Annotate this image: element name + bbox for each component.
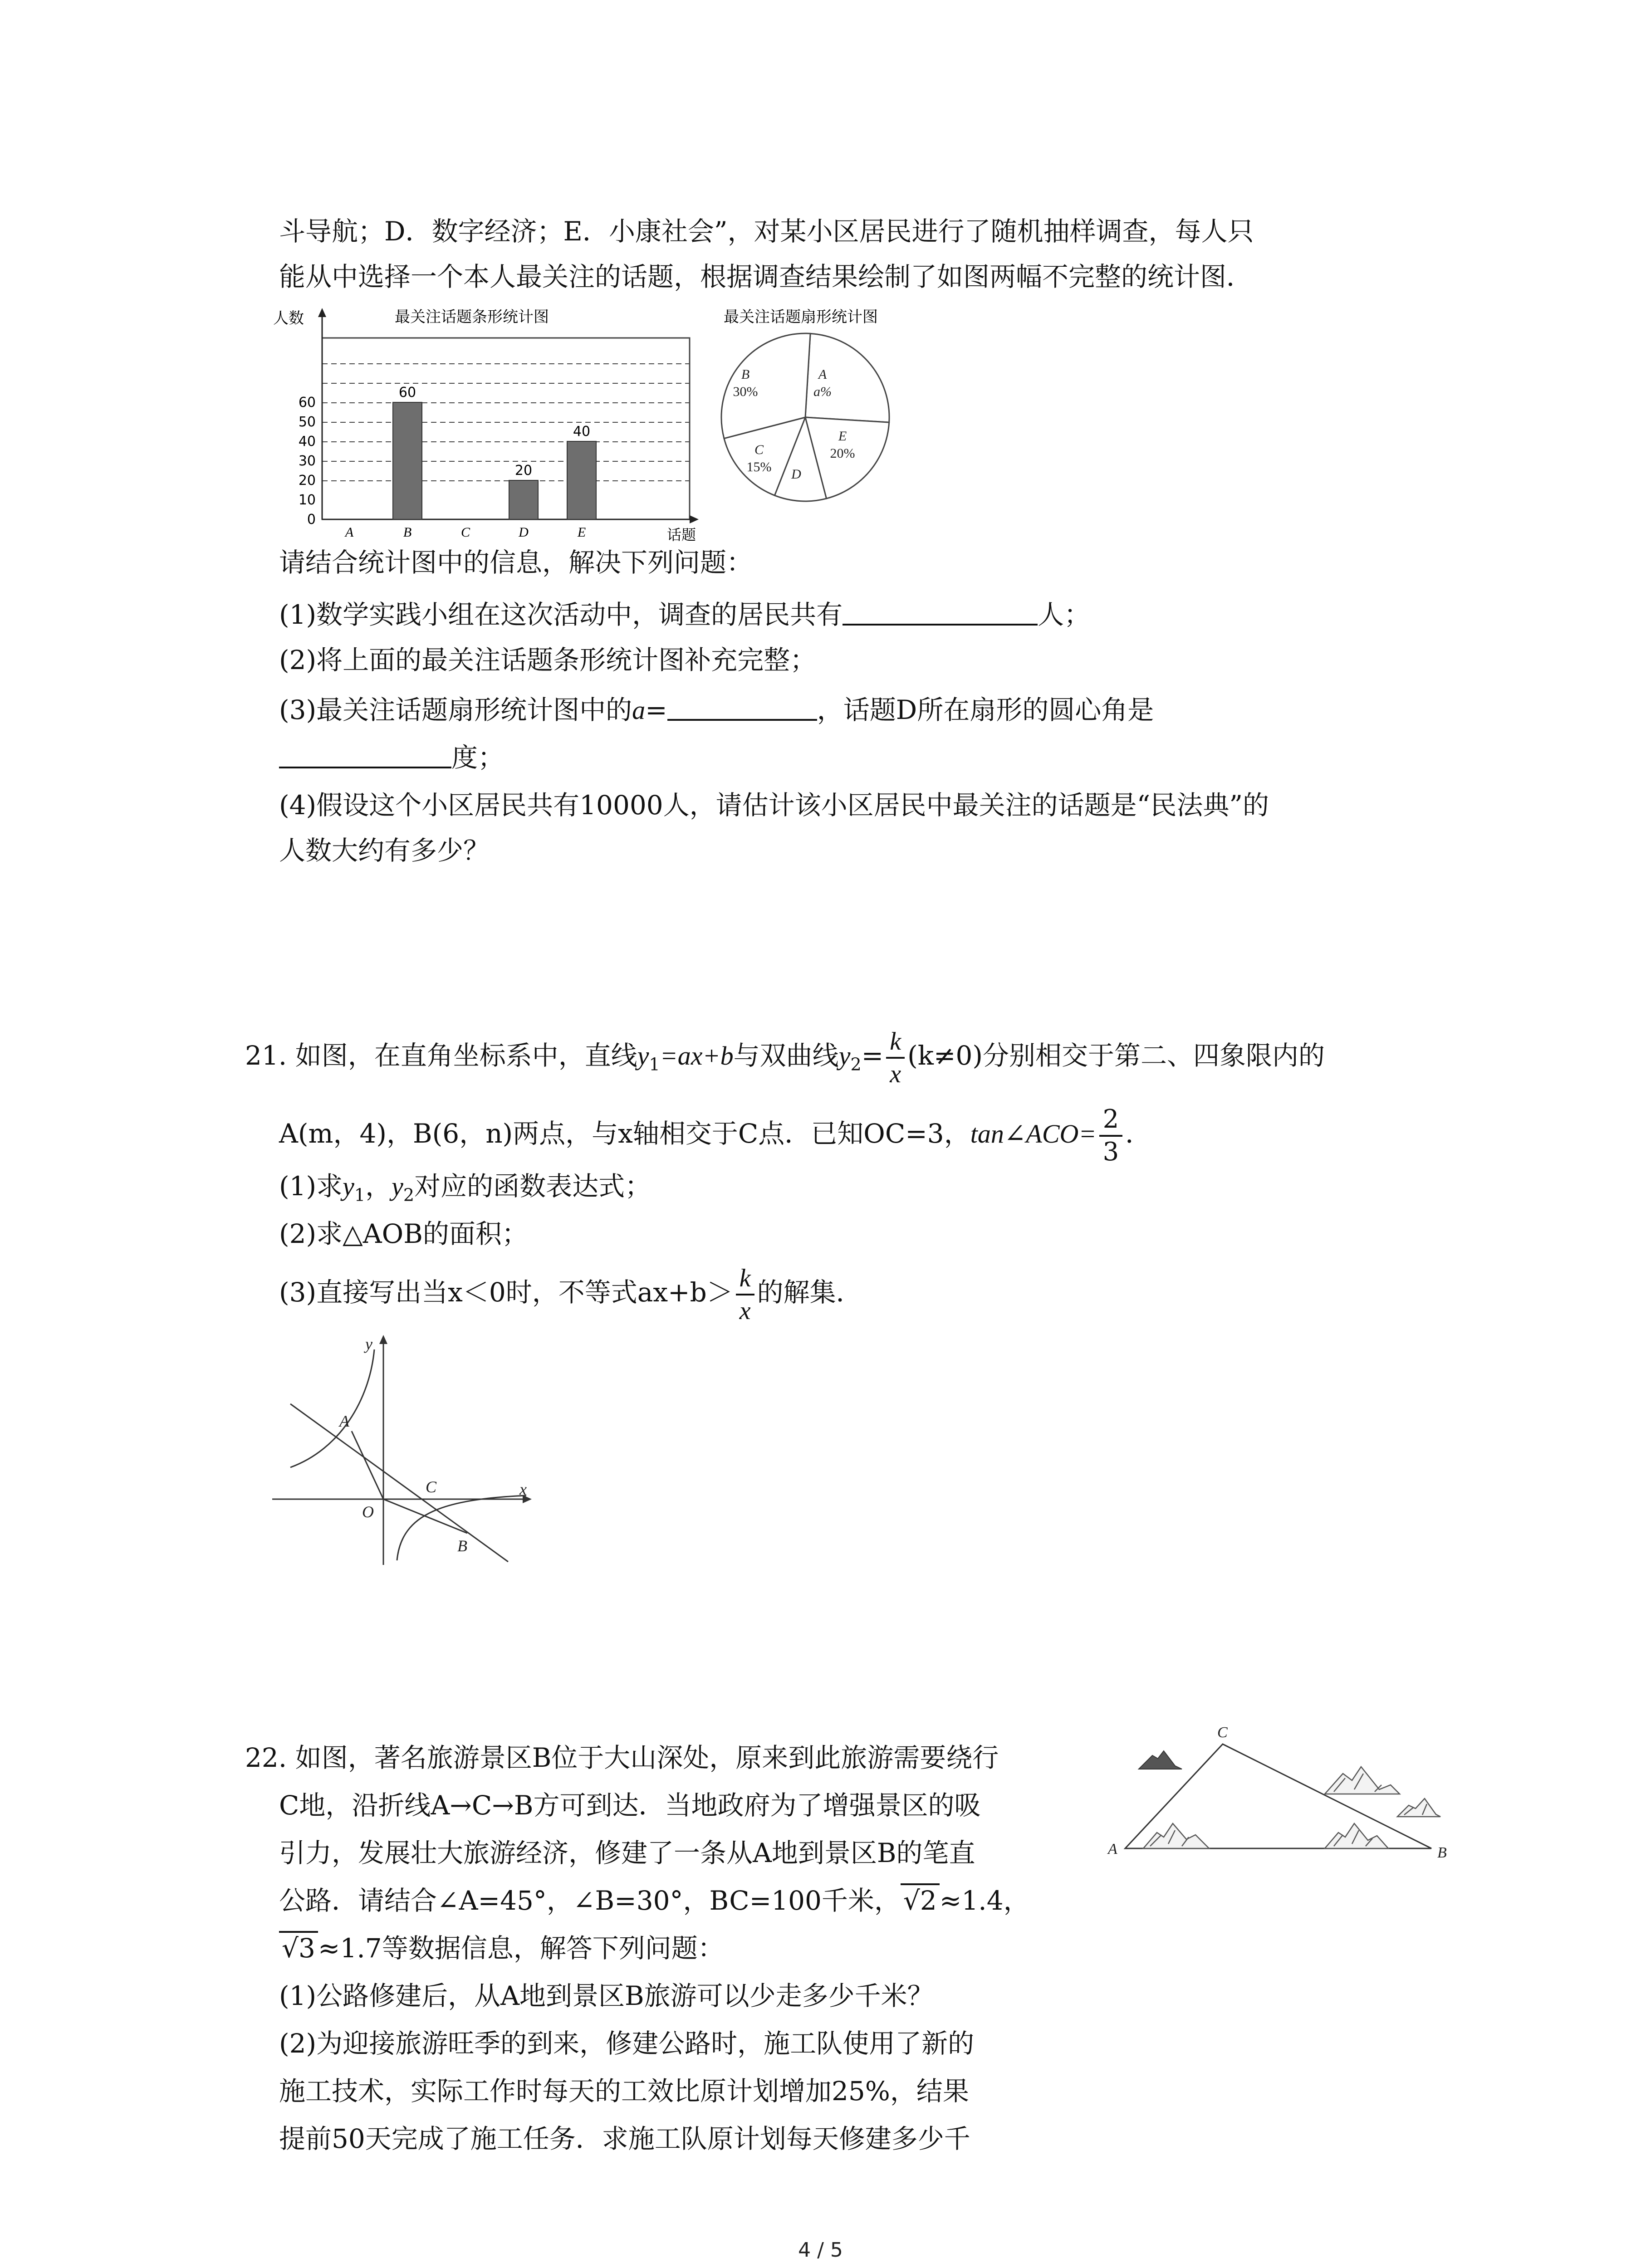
bar-chart-gridlines [322, 364, 690, 481]
q21-part-1-text-2: 对应的函数表达式； [414, 1171, 652, 1202]
pie-label-b-pct: 30% [733, 384, 758, 399]
page-number: 4 / 5 [798, 2239, 843, 2262]
q20-part-4: (4)假设这个小区居民共有10000人，请估计该小区居民中最关注的话题是“民法典”的 [279, 790, 1269, 821]
bar-chart-title: 最关注话题条形统计图 [395, 308, 549, 326]
bar-chart-ytick: 10 [298, 492, 316, 508]
bar-chart-ytick: 20 [298, 473, 316, 489]
q22-sqrt-3-val: 3 [298, 1933, 315, 1964]
q22-sqrt-2-val: 2 [920, 1885, 937, 1916]
bar-chart-ytick: 40 [298, 434, 316, 450]
q21-part-3-fraction [736, 1266, 754, 1324]
bar-chart-category-label: B [403, 525, 412, 540]
q20-answer-blank-3[interactable] [279, 740, 451, 768]
q22-approx-2: ≈1.7等数据信息，解答下列问题： [318, 1933, 724, 1964]
q21-part-1-y1: y [343, 1172, 354, 1201]
q21-frac-den: x [890, 1060, 901, 1088]
bar-chart [272, 302, 699, 547]
q20-part-3-unit: 度； [451, 742, 505, 773]
q21-part-3 [279, 1266, 862, 1324]
q20-part-1 [279, 596, 1090, 633]
q21-part-3-text-2: 的解集． [757, 1277, 862, 1308]
q21-frac2-num: 2 [1099, 1107, 1123, 1137]
q22-line-5 [279, 1930, 724, 1966]
pie-label-a-pct: a% [813, 384, 832, 399]
q20-part-1-text: (1)数学实践小组在这次活动中，调查的居民共有 [279, 599, 843, 630]
pie-chart-title: 最关注话题扇形统计图 [724, 308, 878, 326]
q20-part-3-text: (3)最关注话题扇形统计图中的 [279, 694, 632, 725]
bar-data-label-e: 40 [573, 424, 591, 440]
q22-sqrt-2: √2 [901, 1883, 940, 1916]
bar-chart-y-arrow [318, 308, 326, 317]
q21-label-b: B [457, 1537, 467, 1555]
q21-line [290, 1404, 508, 1562]
q20-part-2: (2)将上面的最关注话题条形统计图补充完整； [279, 645, 817, 675]
q20-part-3-eq: = [645, 694, 667, 725]
bar-data-label-b: 60 [398, 385, 416, 401]
q20-part-4-cont: 人数大约有多少？ [279, 835, 490, 866]
q20-part-3-var: a [632, 695, 646, 725]
q22-triangle-figure [1107, 1708, 1461, 1871]
q21-label-c: C [426, 1478, 437, 1496]
q21-part-1-y2: y [392, 1172, 403, 1201]
q22-label-c: C [1217, 1724, 1228, 1741]
q21-text-3: 分别相交于第二、四象限内的 [983, 1040, 1325, 1071]
q20-part-3 [279, 692, 1154, 728]
q21-y1-sub: 1 [649, 1054, 660, 1075]
q20-intro: 请结合统计图中的信息，解决下列问题： [279, 547, 753, 578]
q21-condition: (k≠0) [907, 1040, 983, 1071]
q22-part-2-line-3: 提前50天完成了施工任务．求施工队原计划每天修建多少千 [279, 2123, 970, 2154]
q21-part-1-sub1: 1 [354, 1185, 366, 1205]
q21-label-a: A [339, 1412, 349, 1430]
bar-chart-category-label: E [577, 525, 586, 540]
q22-label-b: B [1437, 1844, 1447, 1861]
q21-part-1-sep: ， [365, 1171, 392, 1202]
pie-slice-a [805, 333, 889, 422]
q21-eq-sign: = [861, 1040, 884, 1071]
q20-answer-blank-2[interactable] [667, 693, 817, 721]
q21-label-x: x [519, 1480, 527, 1498]
q21-tan: tan∠ACO= [970, 1119, 1097, 1149]
q21-part-3-den: x [739, 1297, 751, 1325]
q21-text-4: A(m，4)，B(6，n)两点，与x轴相交于C点．已知OC=3， [279, 1118, 970, 1149]
q21-y-arrow [379, 1335, 387, 1344]
q22-number: 22. [245, 1742, 287, 1773]
q20-part-3-cont [279, 739, 504, 776]
q22-label-a: A [1108, 1841, 1117, 1857]
q22-text-1: 如图，著名旅游景区B位于大山深处，原来到此旅游需要绕行 [295, 1742, 999, 1773]
q22-part-1: (1)公路修建后，从A地到景区B旅游可以少走多少千米？ [279, 1980, 934, 2011]
q21-part-3-num: k [736, 1266, 754, 1295]
q21-part-1-sub2: 2 [403, 1185, 415, 1205]
q20-part-3-text-2: ，话题D所在扇形的圆心角是 [817, 694, 1154, 725]
bar-chart-ytick: 0 [307, 512, 316, 528]
bar-chart-category-label: A [345, 525, 354, 540]
q21-frac-num: k [886, 1029, 905, 1059]
q22-part-2-line-2: 施工技术，实际工作时每天的工效比原计划增加25%，结果 [279, 2076, 969, 2107]
bar-e [567, 441, 596, 519]
q21-period: ． [1125, 1118, 1152, 1149]
q22-approx-1: ≈1.4， [939, 1885, 1030, 1916]
q21-line-1 [245, 1029, 1325, 1087]
bar-data-label-d: 20 [514, 463, 533, 479]
bar-d [509, 480, 538, 519]
bar-chart-ytick: 60 [298, 395, 316, 411]
q20-answer-blank-1[interactable] [843, 597, 1038, 626]
q21-line-eq: =ax+b [660, 1041, 734, 1071]
q22-sqrt-3: √3 [279, 1931, 318, 1964]
q21-fraction-2-3 [1099, 1107, 1123, 1165]
bar-chart-frame [322, 338, 690, 519]
q21-hyperbola-branch-2 [290, 1349, 374, 1467]
pie-label-b: B [741, 367, 750, 382]
bar-chart-ytick: 30 [298, 453, 316, 469]
q20-text-line-1: 斗导航；D．数字经济；E．小康社会”，对某小区居民进行了随机抽样调查，每人只 [279, 216, 1254, 247]
q21-text-2: 与双曲线 [733, 1040, 839, 1071]
q21-line-2 [279, 1107, 1151, 1165]
q21-y1: y [637, 1041, 649, 1071]
q22-part-2-line-1: (2)为迎接旅游旺季的到来，修建公路时，施工队使用了新的 [279, 2028, 975, 2059]
q21-fraction-k-x [886, 1029, 905, 1087]
bar-b [393, 402, 422, 519]
pie-label-e: E [838, 429, 847, 444]
q21-part-2: (2)求△AOB的面积； [279, 1218, 528, 1249]
bar-chart-x-arrow [690, 515, 699, 523]
q22-text-4: 公路．请结合∠A=45°，∠B=30°，BC=100千米， [279, 1885, 901, 1916]
q20-text-line-2: 能从中选择一个本人最关注的话题，根据调查结果绘制了如图两幅不完整的统计图． [279, 261, 1253, 292]
q22-line-3: 引力，发展壮大旅游经济，修建了一条从A地到景区B的笔直 [279, 1838, 975, 1868]
bar-chart-ytick: 50 [298, 414, 316, 430]
pie-label-e-pct: 20% [830, 446, 855, 461]
q22-mountain-icon-1 [1143, 1823, 1209, 1848]
pie-label-c-pct: 15% [746, 459, 772, 474]
q21-label-o: O [362, 1503, 374, 1521]
bar-chart-category-label: D [519, 525, 529, 540]
pie-label-a: A [818, 367, 827, 382]
q21-part-3-text: (3)直接写出当x＜0时，不等式ax+b＞ [279, 1277, 733, 1308]
q22-line-2: C地，沿折线A→C→B方可到达．当地政府为了增强景区的吸 [279, 1790, 981, 1821]
q21-coordinate-figure [272, 1331, 535, 1567]
q21-y2: y [838, 1041, 851, 1071]
pie-label-d: D [791, 467, 801, 482]
pie-chart [705, 302, 905, 515]
q21-label-y: y [365, 1335, 372, 1353]
bar-chart-xlabel: 话题 [667, 526, 696, 543]
q21-frac2-den: 3 [1102, 1137, 1119, 1167]
q22-dark-mountain-icon [1139, 1751, 1182, 1769]
q22-line-4 [279, 1882, 1030, 1919]
pie-label-c: C [754, 442, 764, 457]
q22-line-1 [245, 1740, 999, 1776]
bar-chart-ylabel: 人数 [273, 309, 304, 327]
q21-y2-sub: 2 [850, 1054, 862, 1075]
q21-segment-oa [352, 1431, 383, 1499]
q21-text-1: 如图，在直角坐标系中，直线 [295, 1040, 637, 1071]
q21-part-1-text: (1)求 [279, 1171, 343, 1202]
q21-part-1 [279, 1168, 651, 1213]
q20-part-1-unit: 人； [1038, 599, 1091, 630]
q21-number: 21. [245, 1040, 287, 1071]
bar-chart-category-label: C [460, 525, 470, 540]
q22-mountain-icon-4 [1397, 1799, 1440, 1817]
